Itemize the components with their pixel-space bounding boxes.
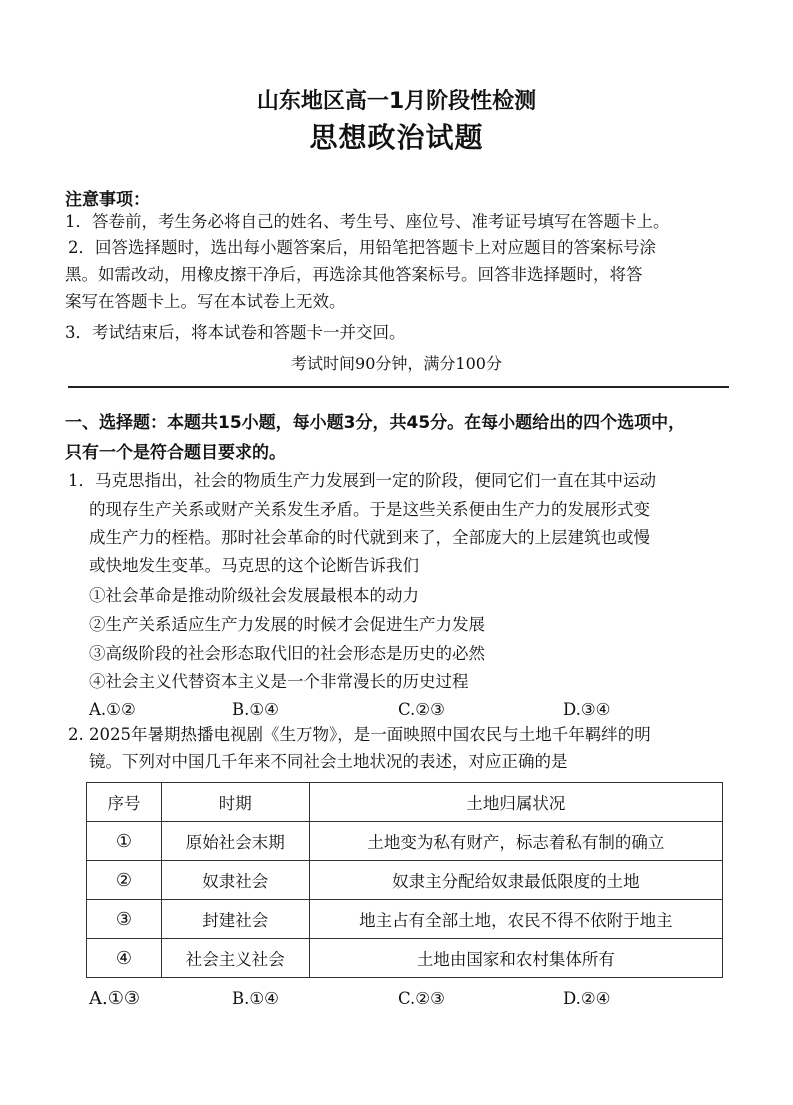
table-cell: 土地变为私有财产，标志着私有制的确立 [309,822,722,861]
exam-title: 山东地区高一1月阶段性检测 [256,89,537,114]
q1-option-c: C.②③ [398,700,445,719]
table-cell: 社会主义社会 [161,939,309,978]
table-cell: ② [87,861,162,900]
q2-option-b: B.①④ [232,989,279,1008]
table-header: 时期 [161,783,309,822]
section-heading-cont: 只有一个是符合题目要求的。 [65,443,286,463]
table-cell: ③ [87,900,162,939]
q2-option-c: C.②③ [398,989,445,1008]
table-cell: 地主占有全部土地，农民不得不依附于地主 [309,900,722,939]
subject-title: 思想政治试题 [309,121,484,154]
q2-stem-line: 镜。下列对中国几千年来不同社会土地状况的表述，对应正确的是 [89,752,568,771]
table-header-row [87,783,723,822]
q1-option-a: A.①② [89,700,136,719]
table-cell: ④ [87,939,162,978]
q1-stem-line: 成生产力的桎梏。那时社会革命的时代就到来了，全部庞大的上层建筑也或慢 [89,528,650,547]
notice-line: 3．考试结束后，将本试卷和答题卡一并交回。 [65,323,406,342]
table-header: 土地归属状况 [309,783,722,822]
notice-line: 2．回答选择题时，选出每小题答案后，用铅笔把答题卡上对应题目的答案标号涂 [68,238,656,257]
q1-stem-line: 的现存生产关系或财产关系发生矛盾。于是这些关系便由生产力的发展形式变 [89,500,650,519]
q1-option-d: D.③④ [563,700,611,719]
table-cell: 原始社会末期 [161,822,309,861]
table-row [87,900,723,939]
q1-statement: ④社会主义代替资本主义是一个非常漫长的历史过程 [89,672,469,691]
notice-line: 案写在答题卡上。写在本试卷上无效。 [65,292,346,311]
section-divider [68,386,729,388]
q1-statement: ①社会革命是推动阶级社会发展最根本的动力 [89,586,419,605]
notice-line: 黑。如需改动，用橡皮擦干净后，再选涂其他答案标号。回答非选择题时，将答 [65,265,643,284]
section-heading: 一、选择题：本题共15小题，每小题3分，共45分。在每小题给出的四个选项中， [65,413,686,433]
table-cell: 封建社会 [161,900,309,939]
notice-line: 1．答卷前，考生务必将自己的姓名、考生号、座位号、准考证号填写在答题卡上。 [65,212,670,231]
table-header: 序号 [87,783,162,822]
table-cell: 奴隶主分配给奴隶最低限度的土地 [309,861,722,900]
q1-stem-line: 或快地发生变革。马克思的这个论断告诉我们 [89,556,419,575]
table-cell: ① [87,822,162,861]
exam-time-info: 考试时间90分钟，满分100分 [291,354,502,373]
q2-option-d: D.②④ [563,989,611,1008]
land-status-table [86,782,723,978]
q1-statement: ②生产关系适应生产力发展的时候才会促进生产力发展 [89,615,485,634]
notice-heading: 注意事项： [65,190,150,210]
table-cell: 土地由国家和农村集体所有 [309,939,722,978]
table-row [87,861,723,900]
table-row [87,939,723,978]
q2-stem-line: 2. 2025年暑期热播电视剧《生万物》，是一面映照中国农民与土地千年羁绊的明 [68,725,651,744]
q1-statement: ③高级阶段的社会形态取代旧的社会形态是历史的必然 [89,644,485,663]
table-cell: 奴隶社会 [161,861,309,900]
q1-stem-line: 1．马克思指出，社会的物质生产力发展到一定的阶段，便同它们一直在其中运动 [68,471,656,490]
table-row [87,822,723,861]
q1-option-b: B.①④ [232,700,279,719]
q2-option-a: A.①③ [89,988,140,1009]
